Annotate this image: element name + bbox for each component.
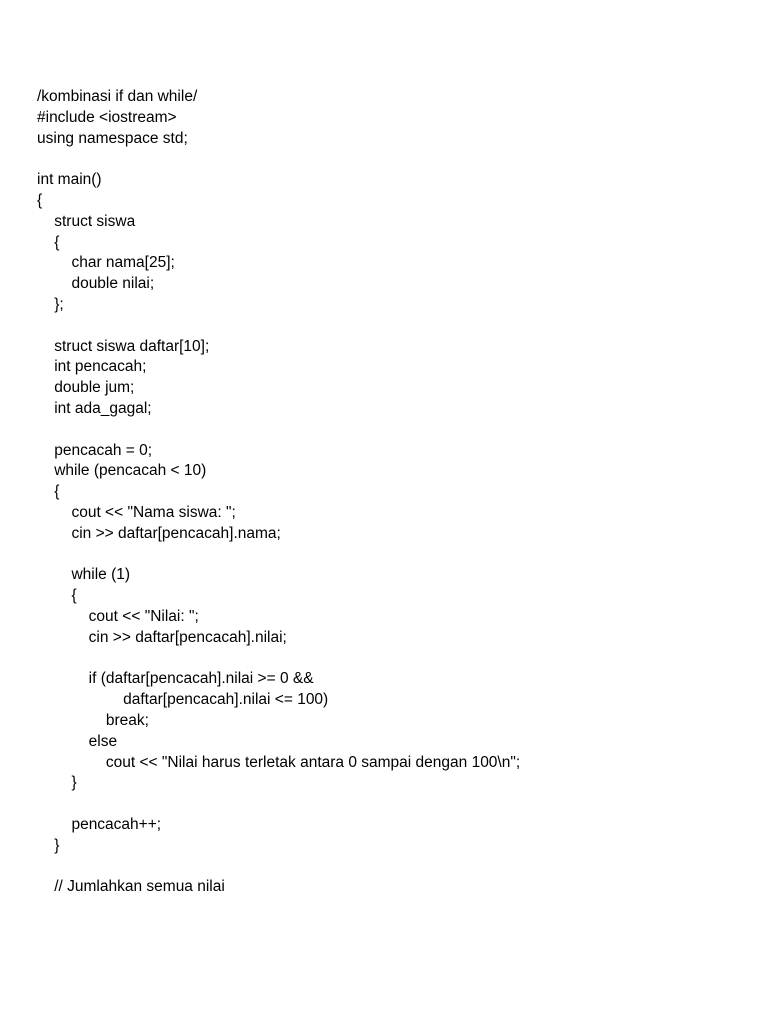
code-line <box>37 649 520 670</box>
code-line: cout << "Nama siswa: "; <box>37 503 236 521</box>
code-line: else <box>37 732 118 750</box>
code-listing <box>37 87 520 898</box>
code-line: int pencacah; <box>37 358 147 376</box>
code-line: struct siswa <box>37 212 136 230</box>
code-line: pencacah = 0; <box>37 441 153 459</box>
code-line: pencacah++; <box>37 815 162 833</box>
code-line <box>37 316 520 337</box>
code-line <box>37 420 520 441</box>
code-line: cout << "Nilai harus terletak antara 0 sampai dengan 100\n"; <box>37 753 521 771</box>
code-line: int main() <box>37 171 102 189</box>
code-line: int ada_gagal; <box>37 399 152 417</box>
code-line <box>37 149 520 170</box>
code-line: struct siswa daftar[10]; <box>37 337 210 355</box>
code-line: char nama[25]; <box>37 254 175 272</box>
code-line <box>37 794 520 815</box>
code-line: cin >> daftar[pencacah].nama; <box>37 524 281 542</box>
code-line: { <box>37 483 60 501</box>
code-line: while (pencacah < 10) <box>37 462 207 480</box>
code-line: break; <box>37 711 149 729</box>
code-line: { <box>37 191 43 209</box>
code-line: /kombinasi if dan while/ <box>37 88 198 105</box>
code-line: cin >> daftar[pencacah].nilai; <box>37 628 287 646</box>
code-line: } <box>37 774 77 792</box>
code-line: double jum; <box>37 379 135 397</box>
code-line: }; <box>37 295 64 313</box>
code-line: double nilai; <box>37 275 155 293</box>
code-line <box>37 545 520 566</box>
code-line <box>37 856 520 877</box>
code-line: daftar[pencacah].nilai <= 100) <box>37 691 329 709</box>
code-line: } <box>37 836 60 854</box>
code-line: using namespace std; <box>37 129 188 147</box>
code-line: // Jumlahkan semua nilai <box>37 878 225 896</box>
code-line: if (daftar[pencacah].nilai >= 0 && <box>37 670 314 688</box>
code-line: cout << "Nilai: "; <box>37 607 199 625</box>
code-line: #include <iostream> <box>37 108 177 126</box>
code-line: { <box>37 587 77 605</box>
code-line: while (1) <box>37 566 131 584</box>
code-line: { <box>37 233 60 251</box>
